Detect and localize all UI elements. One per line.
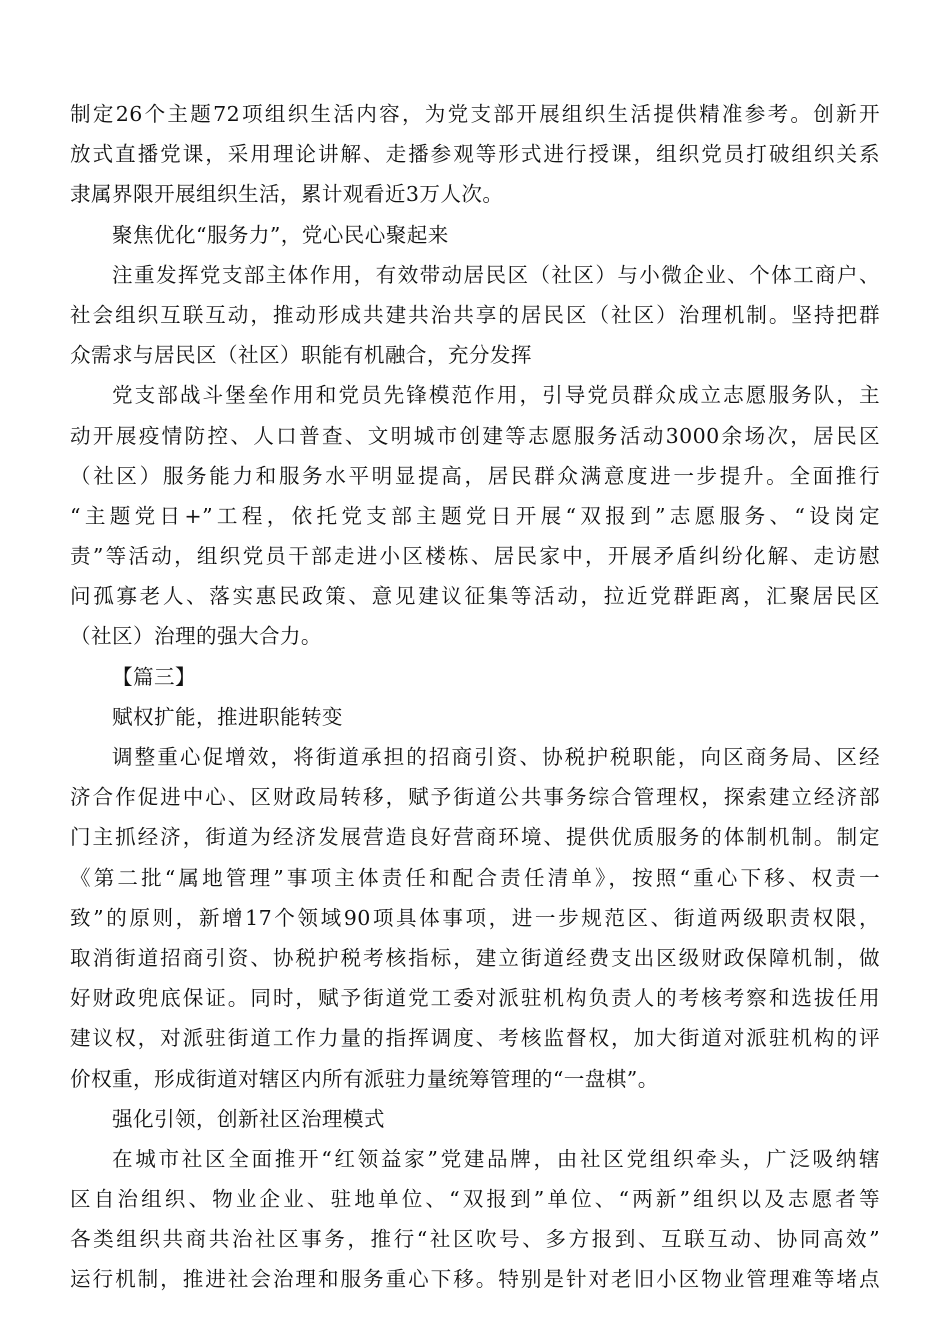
text-line: 致”的原则，新增17个领域90项具体事项，进一步规范区、街道两级职责权限，	[70, 905, 880, 930]
text-line: 赋权扩能，推进职能转变	[112, 704, 343, 729]
text-line: 党支部战斗堡垒作用和党员先锋模范作用，引导党员群众成立志愿服务队，主	[112, 383, 880, 408]
text-line: 隶属界限开展组织生活，累计观看近3万人次。	[70, 182, 504, 207]
text-line: 门主抓经济，街道为经济发展营造良好营商环境、提供优质服务的体制机制。制定	[70, 825, 880, 850]
document-body	[70, 94, 880, 1300]
text-line: 放式直播党课，采用理论讲解、走播参观等形式进行授课，组织党员打破组织关系	[70, 142, 880, 167]
text-line: 【篇三】	[112, 664, 196, 689]
text-line: 好财政兜底保证。同时，赋予街道党工委对派驻机构负责人的考核考察和选拔任用	[70, 986, 880, 1011]
text-line: 各类组织共商共治社区事务，推行“社区吹号、多方报到、互联互动、协同高效”	[70, 1227, 880, 1252]
text-line: 调整重心促增效，将街道承担的招商引资、协税护税职能，向区商务局、区经	[112, 745, 880, 769]
text-line: 问孤寡老人、落实惠民政策、意见建议征集等活动，拉近党群距离，汇聚居民区	[70, 584, 880, 609]
text-line: 建议权，对派驻街道工作力量的指挥调度、考核监督权，加大街道对派驻机构的评	[70, 1026, 880, 1051]
text-line: 责”等活动，组织党员干部走进小区楼栋、居民家中，开展矛盾纠纷化解、走访慰	[70, 544, 880, 569]
text-line: 社会组织互联互动，推动形成共建共治共享的居民区（社区）治理机制。坚持把群	[70, 302, 880, 327]
text-line: 价权重，形成街道对辖区内所有派驻力量统筹管理的“一盘棋”。	[70, 1066, 659, 1091]
text-line: 取消街道招商引资、协税护税考核指标，建立街道经费支出区级财政保障机制，做	[70, 945, 880, 970]
text-line: 运行机制，推进社会治理和服务重心下移。特别是针对老旧小区物业管理难等堵点	[70, 1267, 880, 1292]
text-line: 强化引领，创新社区治理模式	[112, 1106, 385, 1131]
text-line: 区自治组织、物业企业、驻地单位、“双报到”单位、“两新”组织以及志愿者等	[70, 1187, 880, 1212]
text-line: （社区）治理的强大合力。	[70, 624, 322, 649]
text-line: “主题党日+”工程，依托党支部主题党日开展“双报到”志愿服务、“设岗定	[70, 503, 880, 528]
text-line: 在城市社区全面推开“红领益家”党建品牌，由社区党组织牵头，广泛吸纳辖	[112, 1146, 880, 1171]
text-line: 《第二批“属地管理”事项主体责任和配合责任清单》，按照“重心下移、权责一	[70, 865, 880, 890]
text-line: 聚焦优化“服务力”，党心民心聚起来	[112, 222, 449, 247]
text-line: 济合作促进中心、区财政局转移，赋予街道公共事务综合管理权，探索建立经济部	[70, 785, 880, 810]
text-line: （社区）服务能力和服务水平明显提高，居民群众满意度进一步提升。全面推行	[70, 463, 880, 488]
text-line: 众需求与居民区（社区）职能有机融合，充分发挥	[70, 343, 532, 368]
text-line: 制定26个主题72项组织生活内容，为党支部开展组织生活提供精准参考。创新开	[70, 102, 880, 126]
text-line: 注重发挥党支部主体作用，有效带动居民区（社区）与小微企业、个体工商户、	[112, 262, 880, 287]
text-line: 动开展疫情防控、人口普查、文明城市创建等志愿服务活动3000余场次，居民区	[70, 423, 880, 448]
